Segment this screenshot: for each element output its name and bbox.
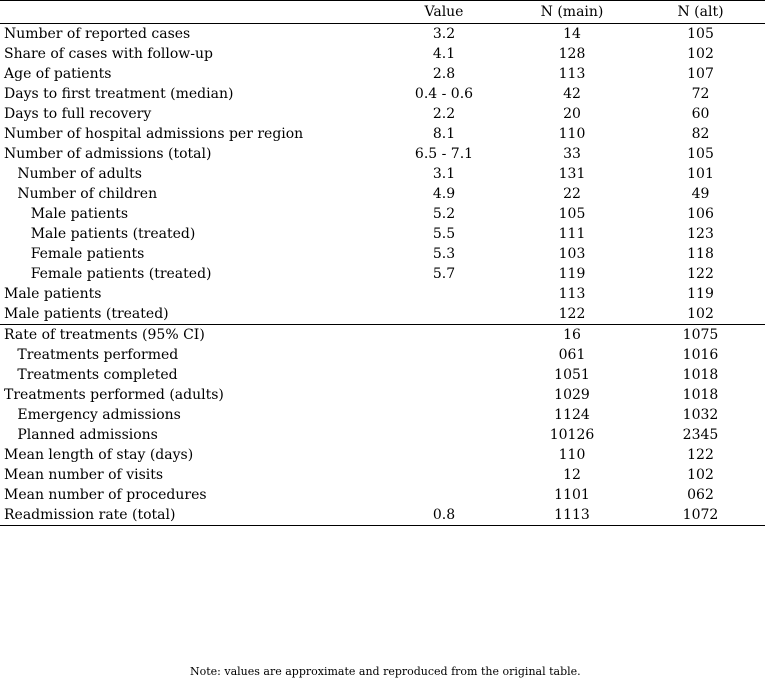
row-n-main: 20 <box>563 106 581 122</box>
row-n-alt: 123 <box>687 226 714 242</box>
row-n-main: 122 <box>508 304 636 325</box>
row-value: 4.1 <box>432 46 456 62</box>
row-label: Days to first treatment (median) <box>4 86 234 102</box>
row-n-alt: 1016 <box>682 347 719 363</box>
row-n-main: 1113 <box>508 505 636 526</box>
row-label: Treatments performed <box>4 347 179 363</box>
table-row <box>0 385 765 405</box>
row-label: Rate of treatments (95% CI) <box>4 327 205 343</box>
table-row <box>0 64 765 84</box>
row-label: Number of reported cases <box>4 26 191 42</box>
row-value: 2.8 <box>432 66 456 82</box>
row-n-main: 10126 <box>549 427 595 443</box>
row-label: Number of children <box>4 186 158 202</box>
row-n-alt: 122 <box>687 447 714 463</box>
row-n-main: 1101 <box>554 487 590 503</box>
row-n-alt: 1075 <box>682 327 719 343</box>
row-label: Male patients (treated) <box>4 226 196 242</box>
table-row <box>0 124 765 144</box>
row-n-main: 14 <box>563 26 581 42</box>
row-label: Number of hospital admissions per region <box>4 126 304 142</box>
row-label: Male patients <box>4 286 102 302</box>
row-n-alt: 2345 <box>682 427 719 443</box>
table-row <box>0 44 765 64</box>
row-value: 0.4 - 0.6 <box>414 86 474 102</box>
table-row <box>0 264 765 284</box>
table-row <box>0 144 765 164</box>
row-value <box>380 485 508 505</box>
row-n-alt: 118 <box>687 246 714 262</box>
row-n-main: 128 <box>558 46 586 62</box>
row-n-alt: 106 <box>687 206 714 222</box>
row-value: 3.2 <box>432 26 456 42</box>
row-value: 5.3 <box>432 246 456 262</box>
row-value <box>380 304 508 325</box>
row-label: Mean length of stay (days) <box>4 447 194 463</box>
table-row <box>0 104 765 124</box>
row-value <box>380 465 508 485</box>
table-row <box>0 465 765 485</box>
row-n-alt: 105 <box>687 26 714 42</box>
table-row <box>0 284 765 304</box>
header-value: Value <box>380 1 508 24</box>
table-row <box>0 304 765 325</box>
table-row <box>0 84 765 104</box>
row-n-alt: 1018 <box>682 387 719 403</box>
row-label: Male patients (treated) <box>0 304 380 325</box>
row-n-main: 131 <box>558 166 586 182</box>
row-value: 0.8 <box>380 505 508 526</box>
row-label: Planned admissions <box>4 427 158 443</box>
row-n-main: 105 <box>558 206 586 222</box>
row-n-alt: 1018 <box>682 367 719 383</box>
row-value <box>380 325 508 346</box>
row-n-alt: 82 <box>691 126 710 142</box>
table-row <box>0 365 765 385</box>
row-value: 3.1 <box>432 166 456 182</box>
row-label: Female patients (treated) <box>4 266 212 282</box>
table-row <box>0 184 765 204</box>
row-n-alt: 49 <box>691 186 710 202</box>
row-value <box>380 425 508 445</box>
row-n-alt: 102 <box>687 467 714 483</box>
row-label: Age of patients <box>4 66 112 82</box>
header-n-alt: N (alt) <box>636 1 765 24</box>
row-n-alt: 102 <box>636 304 765 325</box>
table-row <box>0 505 765 526</box>
row-label: Female patients <box>4 246 145 262</box>
row-n-alt: 107 <box>687 66 714 82</box>
row-n-main: 111 <box>558 226 586 242</box>
table-row <box>0 485 765 505</box>
table-row <box>0 425 765 445</box>
table-row <box>0 345 765 365</box>
table-row <box>0 325 765 346</box>
row-label: Emergency admissions <box>4 407 181 423</box>
table-row <box>0 24 765 45</box>
row-value: 2.2 <box>432 106 456 122</box>
row-n-alt: 102 <box>687 46 714 62</box>
row-value: 8.1 <box>432 126 456 142</box>
row-value: 4.9 <box>432 186 456 202</box>
row-n-alt: 101 <box>687 166 714 182</box>
row-value: 5.2 <box>432 206 456 222</box>
table-footnote: Note: values are approximate and reproduced from the original table. <box>190 666 581 678</box>
row-n-main: 22 <box>563 186 581 202</box>
row-n-main: 33 <box>563 146 581 162</box>
row-n-main: 1051 <box>554 367 590 383</box>
row-n-alt: 062 <box>687 487 714 503</box>
row-value <box>380 385 508 405</box>
row-value <box>380 405 508 425</box>
header-label <box>0 1 380 24</box>
row-value <box>380 284 508 304</box>
row-n-main: 113 <box>558 66 586 82</box>
row-label: Number of adults <box>4 166 142 182</box>
row-n-main: 113 <box>558 286 586 302</box>
row-value: 5.7 <box>432 266 456 282</box>
row-n-main: 119 <box>558 266 586 282</box>
row-label: Readmission rate (total) <box>0 505 380 526</box>
table-row <box>0 445 765 465</box>
table-row <box>0 164 765 184</box>
row-label: Male patients <box>4 206 129 222</box>
row-n-alt: 1032 <box>682 407 719 423</box>
row-n-alt: 105 <box>687 146 714 162</box>
row-n-alt: 122 <box>687 266 714 282</box>
table-row <box>0 244 765 264</box>
row-label: Mean number of visits <box>4 467 164 483</box>
row-n-main: 110 <box>558 126 586 142</box>
row-n-main: 103 <box>558 246 586 262</box>
table-row <box>0 204 765 224</box>
row-label: Mean number of procedures <box>4 487 207 503</box>
row-n-alt: 119 <box>687 286 714 302</box>
header-n-main: N (main) <box>508 1 636 24</box>
row-value: 5.5 <box>432 226 456 242</box>
row-n-main: 1029 <box>554 387 590 403</box>
row-label: Number of admissions (total) <box>4 146 212 162</box>
row-value <box>380 345 508 365</box>
row-n-alt: 60 <box>691 106 710 122</box>
row-n-main: 12 <box>563 467 581 483</box>
row-value: 6.5 - 7.1 <box>414 146 474 162</box>
row-label: Days to full recovery <box>4 106 152 122</box>
row-n-main: 061 <box>558 347 586 363</box>
row-n-alt: 72 <box>691 86 710 102</box>
row-label: Treatments performed (adults) <box>4 387 224 403</box>
table-header-row <box>0 1 765 24</box>
row-n-main: 110 <box>558 447 586 463</box>
row-n-main: 42 <box>563 86 581 102</box>
table-row <box>0 224 765 244</box>
row-value <box>380 365 508 385</box>
table-body <box>0 24 765 526</box>
row-label: Share of cases with follow-up <box>4 46 213 62</box>
row-value <box>380 445 508 465</box>
row-label: Treatments completed <box>4 367 178 383</box>
table-row <box>0 405 765 425</box>
row-n-main: 1124 <box>554 407 590 423</box>
row-n-main: 16 <box>563 327 581 343</box>
row-n-alt: 1072 <box>636 505 765 526</box>
